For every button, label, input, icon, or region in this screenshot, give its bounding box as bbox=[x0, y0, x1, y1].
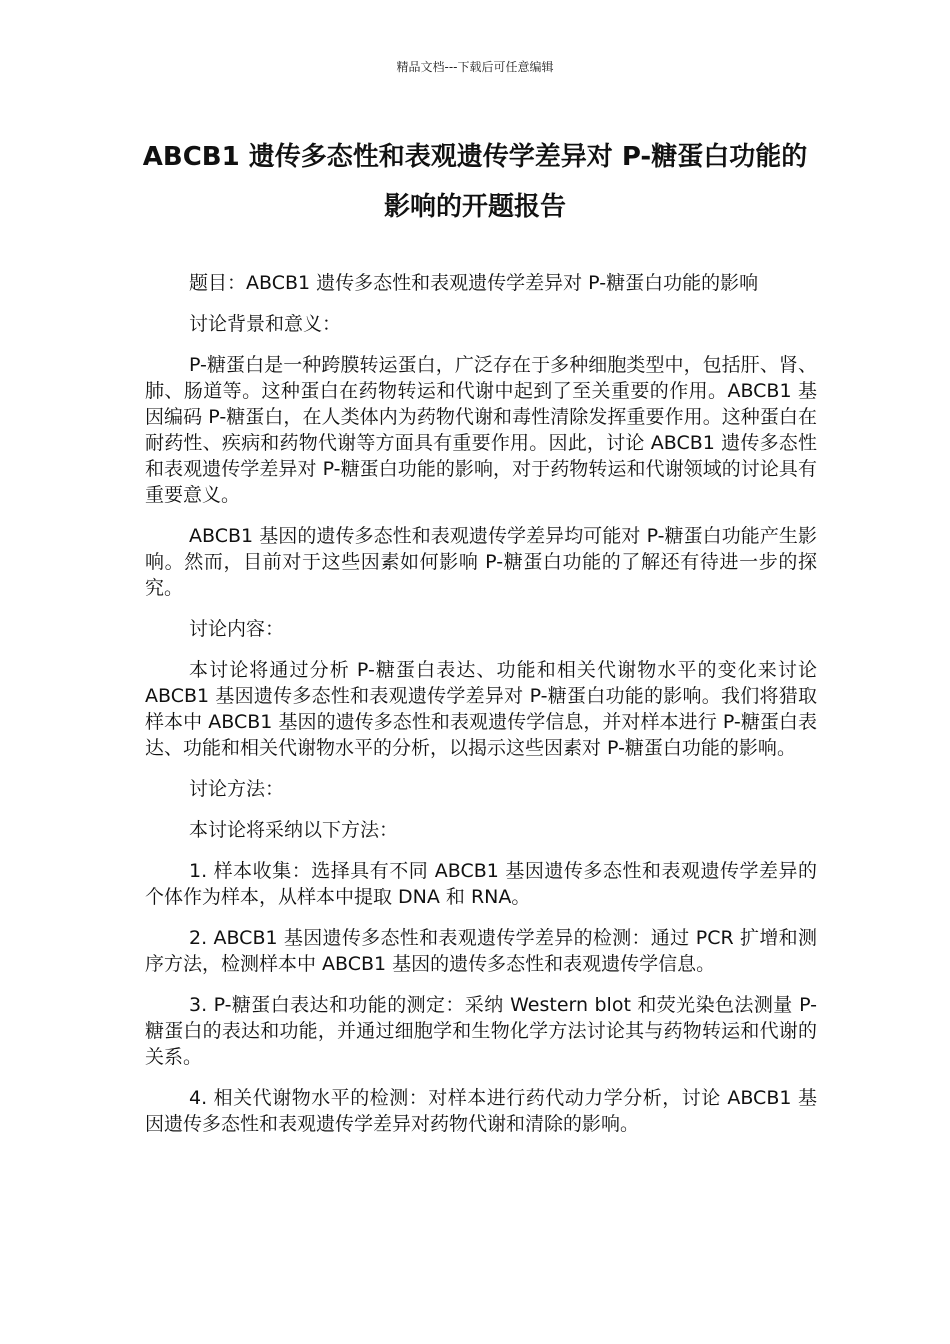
document-body bbox=[145, 270, 817, 1152]
topic-line: 题目：ABCB1 遗传多态性和表观遗传学差异对 P-糖蛋白功能的影响 bbox=[189, 272, 759, 294]
method-item-2: 2. ABCB1 基因遗传多态性和表观遗传学差异的检测：通过 PCR 扩增和测序方法，检测样本中 ABCB1 基因的遗传多态性和表观遗传学信息。 bbox=[145, 927, 817, 975]
content-paragraph: 本讨论将通过分析 P-糖蛋白表达、功能和相关代谢物水平的变化来讨论 ABCB1 基因遗传多态性和表观遗传学差异对 P-糖蛋白功能的影响。我们将猎取样本中 ABCB1 基因的遗传多态性和表观遗传学信息，并对样本进行 P-糖蛋白表达、功能和相关代谢物水平的分析，以揭示这些因素对 P-糖蛋白功能的影响。 bbox=[145, 659, 817, 759]
section-heading-methods: 讨论方法： bbox=[189, 778, 285, 800]
methods-intro: 本讨论将采纳以下方法： bbox=[189, 819, 399, 841]
section-heading-content: 讨论内容： bbox=[189, 618, 285, 640]
method-item-3: 3. P-糖蛋白表达和功能的测定：采纳 Western blot 和荧光染色法测量 P-糖蛋白的表达和功能，并通过细胞学和生物化学方法讨论其与药物转运和代谢的关系。 bbox=[145, 994, 817, 1068]
header-note: 精品文档---下载后可任意编辑 bbox=[396, 60, 554, 74]
document-title: ABCB1 遗传多态性和表观遗传学差异对 P-糖蛋白功能的影响的开题报告 bbox=[142, 142, 808, 222]
background-paragraph-1: P-糖蛋白是一种跨膜转运蛋白，广泛存在于多种细胞类型中，包括肝、肾、肺、肠道等。这种蛋白在药物转运和代谢中起到了至关重要的作用。ABCB1 基因编码 P-糖蛋白，在人类体内为药物代谢和毒性清除发挥重要作用。这种蛋白在耐药性、疾病和药物代谢等方面具有重要作用。因此，讨论 ABCB1 遗传多态性和表观遗传学差异对 P-糖蛋白功能的影响，对于药物转运和代谢领域的讨论具有重要意义。 bbox=[145, 354, 817, 506]
background-paragraph-2: ABCB1 基因的遗传多态性和表观遗传学差异均可能对 P-糖蛋白功能产生影响。然而，目前对于这些因素如何影响 P-糖蛋白功能的了解还有待进一步的探究。 bbox=[145, 525, 817, 599]
method-item-1: 1. 样本收集：选择具有不同 ABCB1 基因遗传多态性和表观遗传学差异的个体作为样本，从样本中提取 DNA 和 RNA。 bbox=[145, 860, 817, 908]
section-heading-background: 讨论背景和意义： bbox=[189, 313, 342, 335]
method-item-4: 4. 相关代谢物水平的检测：对样本进行药代动力学分析，讨论 ABCB1 基因遗传多态性和表观遗传学差异对药物代谢和清除的影响。 bbox=[145, 1087, 817, 1135]
